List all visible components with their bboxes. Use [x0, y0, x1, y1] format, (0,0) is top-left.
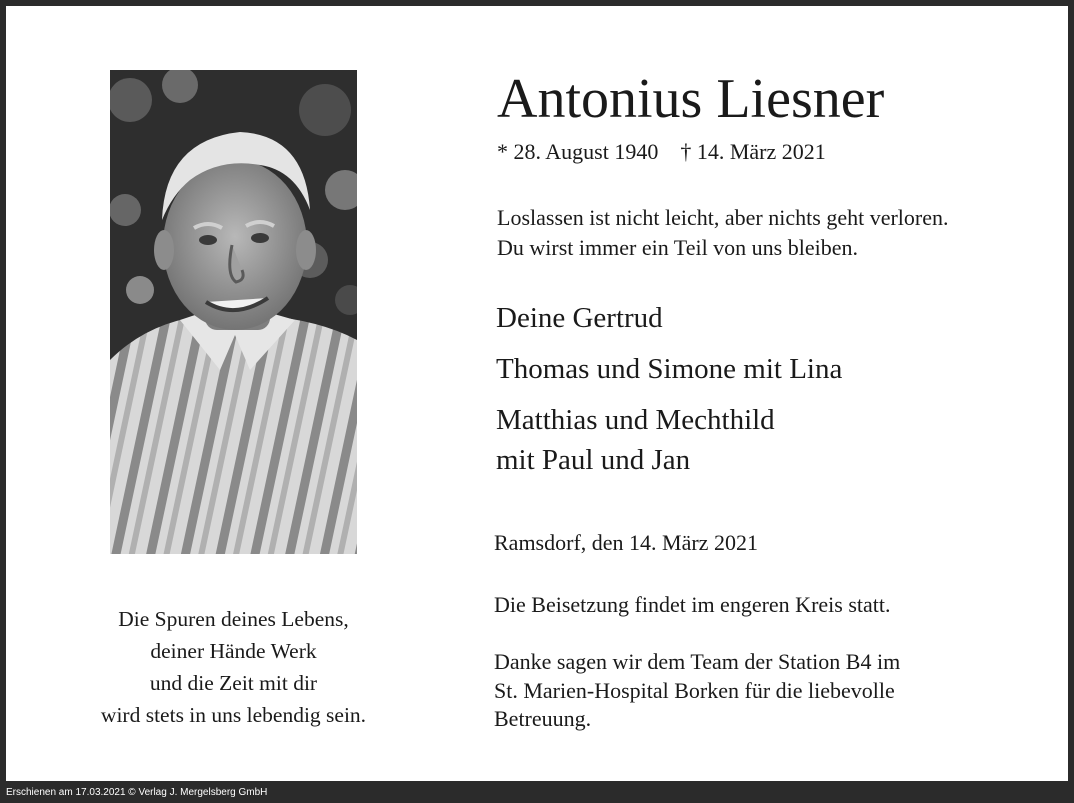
family-line: mit Paul und Jan: [496, 444, 691, 476]
family-list: [496, 298, 842, 491]
quote-line: Du wirst immer ein Teil von uns bleiben.: [497, 235, 859, 260]
family-entry: [496, 298, 842, 338]
life-dates: [497, 137, 826, 167]
family-line: Matthias und Mechthild: [496, 404, 775, 436]
verse-line: deiner Hände Werk: [150, 639, 317, 663]
thanks-line: Betreuung.: [494, 706, 592, 731]
family-line: Deine Gertrud: [496, 302, 663, 334]
deceased-name: Antonius Liesner: [497, 68, 885, 130]
verse-block: [62, 603, 405, 731]
obituary-card: [6, 6, 1068, 781]
verse-line: Die Spuren deines Lebens,: [118, 607, 349, 631]
memorial-quote: [497, 203, 948, 263]
quote-line: Loslassen ist nicht leicht, aber nichts geht verloren.: [497, 205, 949, 230]
thanks-line: Danke sagen wir dem Team der Station B4 im: [494, 649, 901, 674]
publication-footer: Erschienen am 17.03.2021 © Verlag J. Mergelsberg GmbH: [6, 787, 268, 798]
thanks-line: St. Marien-Hospital Borken für die liebevolle: [494, 677, 895, 703]
place-and-date: Ramsdorf, den 14. März 2021: [494, 530, 758, 555]
family-entry: [496, 349, 842, 389]
burial-note: Die Beisetzung findet im engeren Kreis statt.: [494, 592, 891, 617]
family-line: Thomas und Simone mit Lina: [496, 353, 843, 385]
family-entry: [496, 400, 842, 480]
verse-line: und die Zeit mit dir: [149, 671, 318, 695]
portrait-photo: [110, 70, 357, 554]
thanks-note: [494, 648, 900, 734]
death-date: † 14. März 2021: [680, 139, 826, 164]
birth-date: * 28. August 1940: [497, 139, 659, 164]
verse-line: wird stets in uns lebendig sein.: [100, 703, 367, 727]
